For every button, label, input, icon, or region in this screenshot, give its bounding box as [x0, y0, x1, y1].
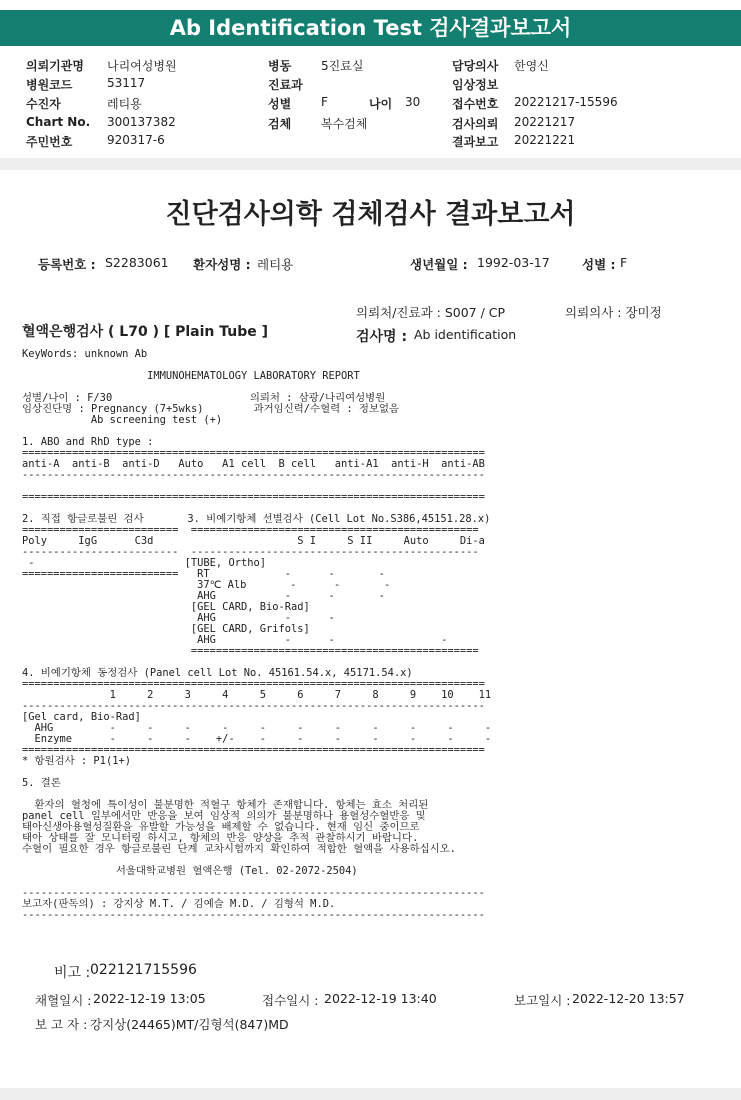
hospital-code-value: 53117	[107, 76, 146, 90]
dept-label: 진료과	[268, 78, 303, 92]
patient-sex-value: F	[620, 255, 628, 270]
report-line: AHG - - -	[22, 590, 385, 602]
report-line: 37℃ Alb - - -	[22, 579, 391, 591]
report-line: 성별/나이 : F/30 의뢰처 : 삼광/나리여성병원	[22, 392, 386, 404]
receive-time-label: 접수일시 :	[262, 993, 319, 1008]
report-line: AHG - -	[22, 612, 335, 624]
reporter-label: 보 고 자 :	[35, 1017, 88, 1032]
report-line: 임상진단명 : Pregnancy (7+5wks) 과거임신력/수혈력 : 정보없음	[22, 403, 400, 415]
receipt-no-label: 접수번호	[452, 97, 499, 111]
clinical-info-label: 임상정보	[452, 78, 499, 92]
patient-name-value: 레티용	[257, 257, 294, 272]
report-line: 1 2 3 4 5 6 7 8 9 10 11	[22, 689, 492, 701]
report-line: panel cell 일부에서만 반응을 보여 임상적 의의가 불분명하나 용혈성수혈반응 및	[22, 810, 426, 822]
report-line: --------------------------------------------------------------------------	[22, 887, 485, 899]
report-line: [Gel card, Bio-Rad]	[22, 711, 141, 723]
specimen-label: 검체	[268, 117, 292, 131]
report-line: 환자의 혈청에 특이성이 불분명한 적혈구 항체가 존재합니다. 항체는 효소 처리된	[22, 799, 429, 811]
receipt-no-value: 20221217-15596	[514, 95, 618, 109]
report-line: ------------------------- ----------------------------------------------	[22, 546, 479, 558]
dob-value: 1992-03-17	[477, 255, 550, 270]
age-label: 나이	[369, 97, 393, 111]
report-line: ==========================================================================	[22, 744, 485, 756]
collect-time-value: 2022-12-19 13:05	[93, 991, 206, 1006]
report-line: - [TUBE, Ortho]	[22, 557, 266, 569]
sex-label: 성별	[268, 97, 292, 111]
report-line: ==========================================================================	[22, 678, 485, 690]
reporter-value: 강지상(24465)MT/김형석(847)MD	[90, 1017, 289, 1032]
report-line: ==========================================================================	[22, 447, 485, 459]
reg-no-value: S2283061	[105, 255, 169, 270]
patient-name-label: 환자성명 :	[193, 257, 251, 272]
dob-label: 생년월일 :	[410, 257, 468, 272]
rrn-label: 주민번호	[26, 135, 73, 149]
report-line: ========================= RT - - -	[22, 568, 385, 580]
report-line: ==========================================================================	[22, 491, 485, 503]
report-line: 태아신생아용혈성질환을 유발할 가능성을 배제할 수 없습니다. 현재 임신 중이므로	[22, 821, 420, 833]
document-title: 진단검사의학 검체검사 결과보고서	[165, 199, 576, 230]
chart-no-value: 300137382	[107, 115, 176, 129]
collect-time-label: 채혈일시 :	[35, 993, 92, 1008]
report-line: anti-A anti-B anti-D Auto A1 cell B cell anti-A1 anti-H anti-AB	[22, 458, 485, 470]
note-value: 022121715596	[90, 962, 197, 978]
report-line: --------------------------------------------------------------------------	[22, 909, 485, 921]
reg-no-label: 등록번호 :	[38, 257, 96, 272]
age-value: 30	[405, 95, 421, 109]
report-line	[22, 767, 491, 778]
rrn-value: 920317-6	[107, 133, 165, 147]
report-line: --------------------------------------------------------------------------	[22, 700, 485, 712]
report-line: Poly IgG C3d S I S II Auto Di-a	[22, 535, 485, 547]
test-title: 혈액은행검사 ( L70 ) [ Plain Tube ]	[22, 324, 269, 340]
report-line: 2. 직접 항글로불린 검사 3. 비예기항체 선별검사 (Cell Lot No.S386,45151.28.x)	[22, 513, 491, 525]
report-line: Enzyme - - - +/- - - - - - - -	[22, 733, 492, 745]
ward-label: 병동	[268, 59, 292, 73]
report-line: 4. 비예기항체 동정검사 (Panel cell Lot No. 45161.54.x, 45171.54.x)	[22, 667, 413, 679]
bottom-margin	[0, 1088, 741, 1100]
lab-report-body	[22, 349, 491, 921]
recipient-value: 레티용	[107, 97, 142, 111]
note-label: 비고 :	[54, 965, 91, 981]
test-name-value: Ab identification	[414, 327, 517, 342]
report-line: ==============================================	[22, 645, 479, 657]
receive-time-value: 2022-12-19 13:40	[324, 991, 437, 1006]
report-date-value: 20221221	[514, 133, 576, 147]
recipient-label: 수진자	[26, 97, 61, 111]
institution-label: 의뢰기관명	[26, 59, 84, 73]
report-line: * 항원검사 : P1(1+)	[22, 755, 131, 767]
institution-value: 나리여성병원	[107, 59, 177, 73]
report-line: KeyWords: unknown Ab	[22, 348, 148, 360]
doctor-value: 한영신	[514, 59, 549, 73]
hospital-code-label: 병원코드	[26, 78, 73, 92]
report-line: 보고자(판독의) : 강지상 M.T. / 김예슬 M.D. / 김형석 M.D.	[22, 898, 336, 910]
report-line: Ab screening test (+)	[22, 414, 223, 426]
chart-no-label: Chart No.	[26, 115, 91, 129]
report-line: [GEL CARD, Grifols]	[22, 623, 310, 635]
request-doctor: 의뢰의사 : 장미정	[565, 305, 662, 320]
sex-value: F	[321, 95, 328, 109]
ward-value: 5진료실	[321, 59, 364, 73]
report-line: 서울대학교병원 혈액은행 (Tel. 02-2072-2504)	[22, 865, 358, 877]
report-line: 태아 상태를 잘 모니터링 하시고, 항체의 반응 양상을 추적 관찰하시기 바랍니다.	[22, 832, 419, 844]
request-date-label: 검사의뢰	[452, 117, 499, 131]
report-line: AHG - - -	[22, 634, 448, 646]
section-divider	[0, 158, 741, 170]
report-line: AHG - - - - - - - - - - -	[22, 722, 492, 734]
report-line: 5. 결론	[22, 777, 61, 789]
report-line: ========================= ==============================================	[22, 524, 479, 536]
report-date-label: 결과보고	[452, 135, 499, 149]
report-time-label: 보고일시 :	[514, 993, 571, 1008]
report-line: 1. ABO and RhD type :	[22, 436, 154, 448]
report-line: [GEL CARD, Bio-Rad]	[22, 601, 310, 613]
report-line: IMMUNOHEMATOLOGY LABORATORY REPORT	[22, 370, 360, 382]
doctor-label: 담당의사	[452, 59, 499, 73]
patient-sex-label: 성별 :	[582, 257, 616, 272]
report-line: 수혈이 필요한 경우 항글로불린 단계 교차시험까지 확인하여 적합한 혈액을 사용하십시오.	[22, 843, 456, 855]
request-date-value: 20221217	[514, 115, 576, 129]
test-name-label: 검사명 :	[356, 329, 408, 345]
specimen-value: 복수검체	[321, 117, 368, 131]
request-dept: 의뢰처/진료과 : S007 / CP	[356, 305, 506, 320]
report-line: --------------------------------------------------------------------------	[22, 469, 485, 481]
report-title-bar: Ab Identification Test 검사결과보고서	[0, 10, 741, 46]
report-time-value: 2022-12-20 13:57	[572, 991, 685, 1006]
